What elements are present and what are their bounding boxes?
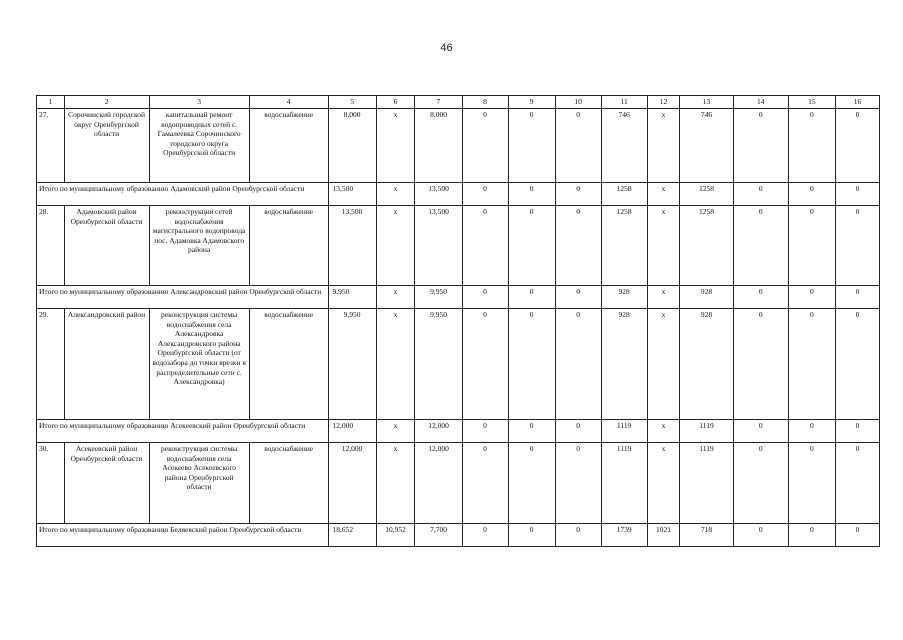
header-cell: 16	[835, 96, 879, 109]
value-cell: 1119	[680, 420, 733, 443]
total-row	[37, 420, 880, 443]
header-cell: 6	[376, 96, 415, 109]
value-cell: x	[376, 206, 415, 286]
value-cell: 0	[733, 309, 788, 420]
value-cell: 0	[508, 309, 555, 420]
value-cell: x	[376, 443, 415, 524]
total-row	[37, 524, 880, 547]
value-cell: 8,000	[328, 109, 376, 183]
value-cell: 0	[508, 109, 555, 183]
value-cell: 746	[680, 109, 733, 183]
value-cell: 9,950	[328, 286, 376, 309]
header-row	[37, 96, 880, 109]
value-cell: 0	[733, 109, 788, 183]
value-cell: 1021	[647, 524, 680, 547]
value-cell: x	[647, 286, 680, 309]
data-table	[36, 95, 880, 547]
header-cell: 5	[328, 96, 376, 109]
row-number: 28.	[37, 206, 65, 286]
value-cell: 0	[788, 109, 835, 183]
value-cell: 0	[788, 206, 835, 286]
value-cell: 0	[733, 183, 788, 206]
header-cell: 15	[788, 96, 835, 109]
total-label: Итого по муниципальному образованию Александровский район Оренбургской области	[37, 286, 329, 309]
value-cell: 1739	[601, 524, 647, 547]
value-cell: 1258	[680, 183, 733, 206]
header-cell: 3	[149, 96, 249, 109]
value-cell: x	[376, 420, 415, 443]
value-cell: 0	[555, 420, 601, 443]
total-label: Итого по муниципальному образованию Адамовский район Оренбургской области	[37, 183, 329, 206]
value-cell: 7,700	[415, 524, 462, 547]
value-cell: 928	[601, 309, 647, 420]
value-cell: 746	[601, 109, 647, 183]
value-cell: 13,500	[328, 183, 376, 206]
value-cell: x	[376, 309, 415, 420]
value-cell: 0	[462, 183, 508, 206]
value-cell: 12,000	[328, 443, 376, 524]
header-cell: 1	[37, 96, 65, 109]
value-cell: 0	[733, 286, 788, 309]
value-cell: 0	[733, 206, 788, 286]
value-cell: 0	[788, 286, 835, 309]
header-cell: 12	[647, 96, 680, 109]
object-cell: капитальный ремонт водопроводных сетей с. Гамалеевка Сорочинского городского округа Оренбургской области	[149, 109, 249, 183]
kind-cell: водоснабжение	[249, 309, 328, 420]
value-cell: x	[376, 109, 415, 183]
value-cell: 0	[835, 183, 879, 206]
kind-cell: водоснабжение	[249, 109, 328, 183]
value-cell: 0	[788, 309, 835, 420]
value-cell: 0	[835, 206, 879, 286]
value-cell: x	[647, 109, 680, 183]
value-cell: 0	[555, 524, 601, 547]
value-cell: 0	[835, 109, 879, 183]
value-cell: x	[647, 206, 680, 286]
value-cell: 0	[555, 183, 601, 206]
header-cell: 14	[733, 96, 788, 109]
value-cell: 9,950	[415, 309, 462, 420]
object-cell: реконструкция системы водоснабжения села Асекеево Асекеевского района Оренбургской области	[149, 443, 249, 524]
total-label: Итого по муниципальному образованию Асекеевский район Оренбургской области	[37, 420, 329, 443]
value-cell: 1258	[601, 183, 647, 206]
value-cell: x	[647, 183, 680, 206]
value-cell: 0	[555, 206, 601, 286]
value-cell: 1258	[680, 206, 733, 286]
value-cell: 0	[835, 309, 879, 420]
value-cell: 12,000	[415, 443, 462, 524]
value-cell: 1119	[680, 443, 733, 524]
value-cell: 0	[788, 524, 835, 547]
value-cell: 0	[508, 443, 555, 524]
row-number: 27.	[37, 109, 65, 183]
value-cell: 0	[462, 524, 508, 547]
municipality-cell: Александровский район	[64, 309, 149, 420]
kind-cell: водоснабжение	[249, 206, 328, 286]
value-cell: 1119	[601, 420, 647, 443]
value-cell: 10,952	[376, 524, 415, 547]
value-cell: x	[647, 420, 680, 443]
value-cell: 1258	[601, 206, 647, 286]
value-cell: x	[647, 443, 680, 524]
value-cell: 12,000	[328, 420, 376, 443]
value-cell: x	[376, 286, 415, 309]
entry-row	[37, 109, 880, 183]
value-cell: 0	[555, 309, 601, 420]
value-cell: 0	[835, 443, 879, 524]
page-number: 46	[440, 42, 453, 54]
value-cell: 0	[555, 109, 601, 183]
row-number: 30.	[37, 443, 65, 524]
value-cell: 0	[788, 183, 835, 206]
entry-row	[37, 443, 880, 524]
value-cell: 928	[601, 286, 647, 309]
total-row	[37, 183, 880, 206]
header-cell: 9	[508, 96, 555, 109]
total-row	[37, 286, 880, 309]
value-cell: 13,500	[415, 183, 462, 206]
kind-cell: водоснабжение	[249, 443, 328, 524]
value-cell: 0	[462, 286, 508, 309]
value-cell: 1119	[601, 443, 647, 524]
value-cell: 0	[462, 309, 508, 420]
value-cell: 0	[835, 524, 879, 547]
value-cell: 9,950	[328, 309, 376, 420]
header-cell: 4	[249, 96, 328, 109]
header-cell: 8	[462, 96, 508, 109]
value-cell: 9,950	[415, 286, 462, 309]
value-cell: 718	[680, 524, 733, 547]
value-cell: 13,500	[328, 206, 376, 286]
value-cell: 0	[508, 183, 555, 206]
object-cell: реконструкция сетей водоснабжения магистрального водопровода пос. Адамовка Адамовского района	[149, 206, 249, 286]
value-cell: 0	[733, 443, 788, 524]
entry-row	[37, 309, 880, 420]
value-cell: 0	[733, 420, 788, 443]
value-cell: 928	[680, 286, 733, 309]
value-cell: 0	[508, 286, 555, 309]
value-cell: 0	[462, 443, 508, 524]
value-cell: x	[376, 183, 415, 206]
value-cell: 18,652	[328, 524, 376, 547]
municipality-cell: Адамовский район Оренбургской области	[64, 206, 149, 286]
total-label: Итого по муниципальному образованию Беляевский район Оренбургской области	[37, 524, 329, 547]
header-cell: 11	[601, 96, 647, 109]
value-cell: 0	[508, 524, 555, 547]
value-cell: 0	[835, 286, 879, 309]
municipality-cell: Сорочинский городской округ Оренбургской области	[64, 109, 149, 183]
value-cell: 8,000	[415, 109, 462, 183]
row-number: 29.	[37, 309, 65, 420]
value-cell: 13,500	[415, 206, 462, 286]
header-cell: 13	[680, 96, 733, 109]
value-cell: x	[647, 309, 680, 420]
header-cell: 10	[555, 96, 601, 109]
value-cell: 0	[462, 420, 508, 443]
header-cell: 2	[64, 96, 149, 109]
value-cell: 0	[835, 420, 879, 443]
value-cell: 12,000	[415, 420, 462, 443]
value-cell: 0	[555, 286, 601, 309]
value-cell: 0	[462, 109, 508, 183]
value-cell: 0	[788, 443, 835, 524]
value-cell: 928	[680, 309, 733, 420]
value-cell: 0	[555, 443, 601, 524]
municipality-cell: Асекеевский район Оренбургской области	[64, 443, 149, 524]
value-cell: 0	[788, 420, 835, 443]
value-cell: 0	[733, 524, 788, 547]
header-cell: 7	[415, 96, 462, 109]
value-cell: 0	[462, 206, 508, 286]
object-cell: реконструкция системы водоснабжения села Александровка Александровского района Оренбургской области (от водозабора до точки врезки в распределительные сети с. Александровка)	[149, 309, 249, 420]
value-cell: 0	[508, 420, 555, 443]
value-cell: 0	[508, 206, 555, 286]
entry-row	[37, 206, 880, 286]
